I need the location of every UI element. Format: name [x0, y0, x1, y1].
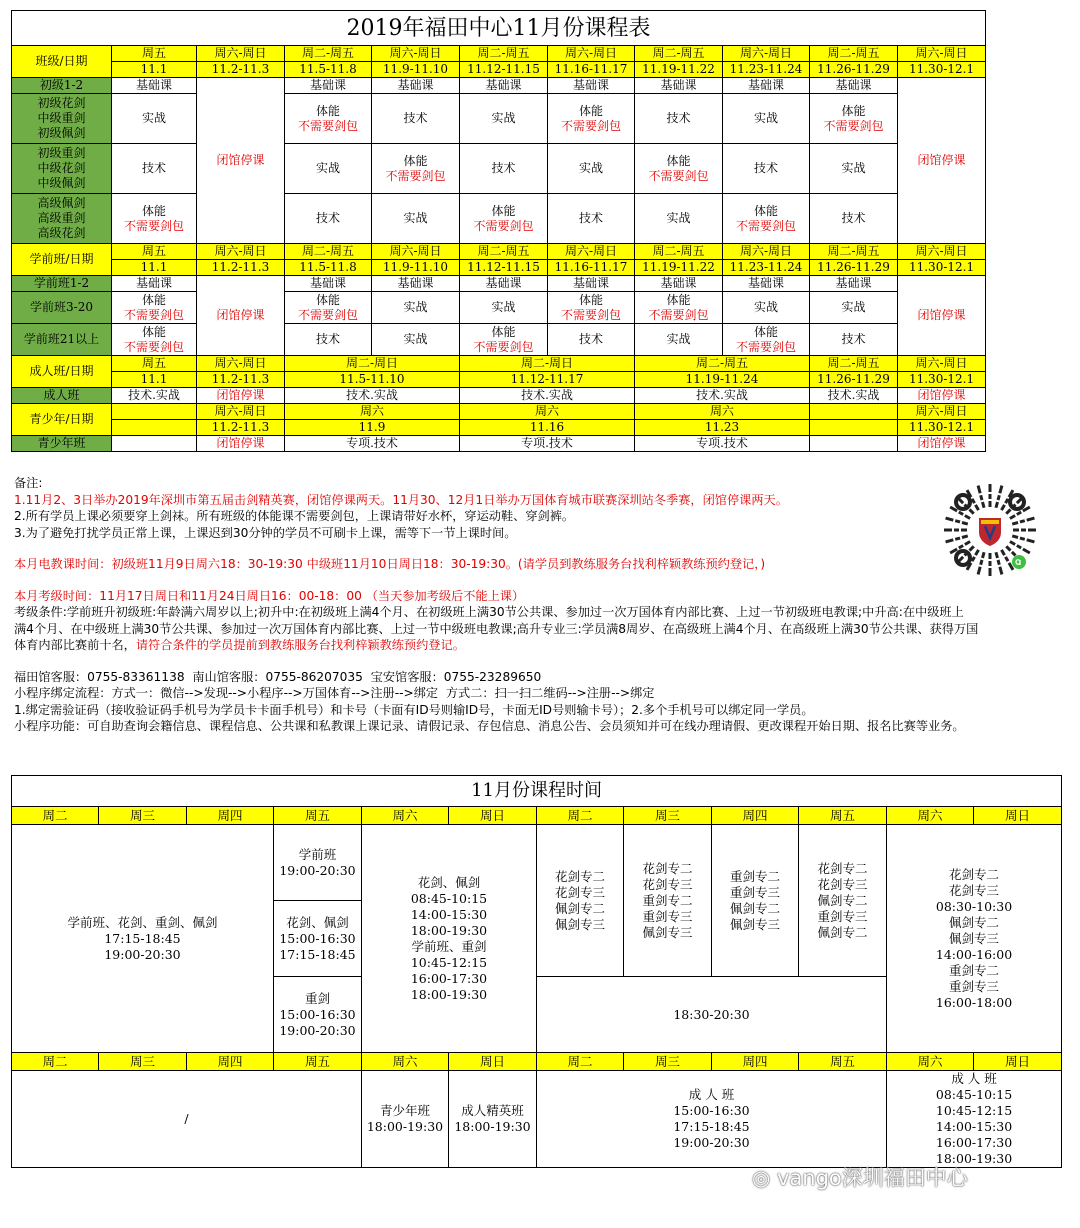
tech-cell: 技术: [723, 144, 810, 194]
fitness-label: 体能: [753, 203, 778, 218]
date-cell: 11.23-11.24: [723, 260, 810, 276]
tech-cell: 技术: [285, 194, 372, 244]
basic-course: 基础课: [460, 78, 548, 94]
adult-course: 技术.实战: [112, 388, 197, 404]
youth-course: 专项.技术: [460, 436, 635, 452]
empty-cell: [112, 404, 197, 420]
week-cell: 周二-周日: [460, 356, 635, 372]
day-header: 周六: [362, 1053, 449, 1071]
adult-course: 技术.实战: [635, 388, 810, 404]
basic-course: 基础课: [810, 78, 898, 94]
date-cell: 11.9-11.10: [372, 260, 460, 276]
week-cell: 周六-周日: [372, 244, 460, 260]
date-cell: 11.19-11.22: [635, 260, 723, 276]
date-cell: 11.30-12.1: [898, 420, 986, 436]
date-cell: 11.16: [460, 420, 635, 436]
tech-cell: 技术: [548, 194, 635, 244]
mini-program-code-icon[interactable]: [935, 482, 1045, 578]
fitness-label: 体能: [491, 203, 516, 218]
date-cell: 11.9-11.10: [372, 62, 460, 78]
adult-course: 技术.实战: [810, 388, 898, 404]
basic-course: 基础课: [548, 78, 635, 94]
combat-cell: 实战: [723, 292, 810, 324]
week-cell: 周六-周日: [723, 46, 810, 62]
week-cell: 周二-周五: [460, 244, 548, 260]
no-bag-label: 不需要剑包: [473, 218, 534, 233]
tech-cell: 技术: [460, 144, 548, 194]
date-cell: 11.16-11.17: [548, 260, 635, 276]
week-cell: 周六-周日: [898, 244, 986, 260]
combat-cell: 实战: [112, 94, 197, 144]
fitness-label: 体能: [141, 324, 166, 339]
note-3: 3.为了避免打扰学员正常上课，上课迟到30分钟的学员不可刷卡上课，需等下一节上课时间。: [14, 525, 517, 540]
week-cell: 周二-周五: [810, 46, 898, 62]
date-cell: 11.19-11.24: [635, 372, 810, 388]
fitness-label: 体能: [141, 203, 166, 218]
fitness-cell: [548, 292, 635, 324]
day-header: 周二: [537, 807, 624, 825]
row-label: 学前班21以上: [12, 324, 112, 356]
day-header: 周三: [99, 807, 187, 825]
no-bag-label: 不需要剑包: [123, 339, 184, 354]
fitness-cell: [112, 324, 197, 356]
date-cell: 11.30-12.1: [898, 372, 986, 388]
empty-cell: [112, 436, 197, 452]
date-cell: 11.26-11.29: [810, 260, 898, 276]
note-1: 1.11月2、3日举办2019年深圳市第五届击剑精英赛，闭馆停课两天。11月30、12月1日举办万国体育城市联赛深圳站冬季赛，闭馆停课两天。: [14, 492, 788, 507]
closed-cell: 闭馆停课: [898, 388, 986, 404]
fitness-cell: [460, 324, 548, 356]
day-header: 周六: [887, 1053, 974, 1071]
day-header: 周三: [99, 1053, 187, 1071]
fitness-label: 体能: [841, 103, 866, 118]
combat-cell: 实战: [460, 94, 548, 144]
combat-cell: 实战: [723, 94, 810, 144]
fitness-label: 体能: [403, 153, 428, 168]
no-bag-label: 不需要剑包: [648, 168, 709, 183]
day-header: 周三: [624, 1053, 712, 1071]
closed-cell: 闭馆停课: [197, 78, 285, 244]
adult-weekend-time: 成 人 班 08:45-10:15 10:45-12:15 14:00-15:30 16:00-17:30 18:00-19:30: [887, 1071, 1062, 1168]
monthly-schedule-table: [11, 10, 986, 452]
fitness-cell: [112, 194, 197, 244]
basic-course: 基础课: [548, 276, 635, 292]
tech-cell: 技术: [635, 94, 723, 144]
week-cell: 周六: [285, 404, 460, 420]
combat-cell: 实战: [810, 292, 898, 324]
youth-class-time: 青少年班 18:00-19:30: [362, 1071, 449, 1168]
day-header: 周日: [974, 1053, 1062, 1071]
date-cell: 11.30-12.1: [898, 260, 986, 276]
combat-cell: 实战: [460, 292, 548, 324]
day-header: 周五: [274, 1053, 362, 1071]
no-bag-label: 不需要剑包: [560, 118, 621, 133]
combat-cell: 实战: [372, 324, 460, 356]
empty-cell: [810, 404, 898, 420]
class-date-label: 班级/日期: [12, 46, 112, 78]
weekend-classes: 花剑、佩剑 08:45-10:15 14:00-15:30 18:00-19:30 学前班、重剑 10:45-12:15 16:00-17:30 18:00-19:30: [362, 825, 537, 1053]
date-cell: 11.26-11.29: [810, 372, 898, 388]
combat-cell: 实战: [635, 194, 723, 244]
e-class-note: 本月电教课时间：初级班11月9日周六18：30-19:30 中级班11月10日周日18：30-19:30。(请学员到教练服务台找利梓颖教练预约登记，): [14, 557, 766, 571]
fitness-label: 体能: [578, 292, 603, 307]
row-label: 初级1-2: [12, 78, 112, 94]
week-cell: 周五: [112, 46, 197, 62]
exam-condition-3b: 请符合条件的学员提前到教练服务台找利梓颖教练预约登记。: [135, 638, 465, 652]
closed-cell: 闭馆停课: [197, 388, 285, 404]
no-bag-label: 不需要剑包: [385, 168, 446, 183]
tech-cell: 技术: [810, 324, 898, 356]
basic-course: 基础课: [285, 276, 372, 292]
weekday-general-classes: 学前班、花剑、重剑、佩剑 17:15-18:45 19:00-20:30: [12, 825, 274, 1053]
youth-course: 专项.技术: [635, 436, 810, 452]
day-header: 周五: [799, 1053, 887, 1071]
fitness-label: 体能: [315, 292, 340, 307]
combat-cell: 实战: [285, 144, 372, 194]
basic-course: 基础课: [723, 276, 810, 292]
youth-date-label: 青少年/日期: [12, 404, 112, 436]
day-header: 周二: [12, 807, 99, 825]
week-cell: 周六: [460, 404, 635, 420]
week-cell: 周二-周五: [285, 46, 372, 62]
day-header: 周四: [187, 807, 274, 825]
week-cell: 周二-周五: [810, 356, 898, 372]
day-header: 周五: [799, 807, 887, 825]
week-cell: 周二-周五: [285, 244, 372, 260]
combat-cell: 实战: [810, 144, 898, 194]
date-cell: 11.2-11.3: [197, 420, 285, 436]
no-bag-label: 不需要剑包: [123, 307, 184, 322]
fitness-label: 体能: [315, 103, 340, 118]
wechat-icon: ◎: [752, 1166, 777, 1190]
adult-course: 技术.实战: [285, 388, 460, 404]
date-cell: 11.2-11.3: [197, 62, 285, 78]
exam-note: 本月考级时间：11月17日周日和11月24日周日16：00-18：00 （当天参加考级后不能上课）: [14, 588, 525, 603]
fitness-cell: [372, 144, 460, 194]
day-header: 周五: [274, 807, 362, 825]
combat-cell: 实战: [635, 324, 723, 356]
date-cell: 11.26-11.29: [810, 62, 898, 78]
tech-cell: 技术: [112, 144, 197, 194]
week-cell: 周二-周五: [635, 244, 723, 260]
adult-class-time: 成 人 班 15:00-16:30 17:15-18:45 19:00-20:30: [537, 1071, 887, 1168]
miniapp-functions: 小程序功能：可自助查询会籍信息、课程信息、公共课和私教课上课记录、请假记录、存包信息、消息公告、会员须知并可在线办理请假、更改课程开始日期、报名比赛等业务。: [14, 719, 965, 733]
date-cell: 11.23: [635, 420, 810, 436]
closed-cell: 闭馆停课: [197, 436, 285, 452]
course-time-table: [11, 775, 1062, 1168]
friday-epee: 重剑 15:00-16:30 19:00-20:30: [274, 977, 362, 1053]
fitness-cell: [285, 94, 372, 144]
row-label: 学前班1-2: [12, 276, 112, 292]
week-cell: 周六: [635, 404, 810, 420]
row-label: 初级花剑 中级重剑 初级佩剑: [12, 94, 112, 144]
date-cell: 11.1: [112, 260, 197, 276]
pro-wed: 花剑专二 花剑专三 重剑专二 重剑专三 佩剑专三: [624, 825, 712, 977]
miniapp-bind-flow: 小程序绑定流程：方式一：微信-->发现-->小程序-->万国体育-->注册-->绑定 方式二：扫一扫二维码-->注册-->绑定: [14, 686, 655, 700]
notes-heading: 备注:: [14, 476, 43, 490]
basic-course: 基础课: [372, 276, 460, 292]
friday-preschool: 学前班 19:00-20:30: [274, 825, 362, 901]
no-bag-label: 不需要剑包: [297, 307, 358, 322]
combat-cell: 实战: [372, 194, 460, 244]
empty-cell: [810, 436, 898, 452]
youth-course: 专项.技术: [285, 436, 460, 452]
fitness-label: 体能: [578, 103, 603, 118]
closed-cell: 闭馆停课: [898, 276, 986, 356]
row-label: 高级佩剑 高级重剑 高级花剑: [12, 194, 112, 244]
fitness-cell: [112, 292, 197, 324]
notes-section: [14, 475, 1064, 735]
week-cell: 周二-周五: [635, 356, 810, 372]
date-cell: 11.2-11.3: [197, 260, 285, 276]
day-header: 周二: [537, 1053, 624, 1071]
week-cell: 周六-周日: [898, 356, 986, 372]
basic-course: 基础课: [372, 78, 460, 94]
combat-cell: 实战: [372, 292, 460, 324]
day-header: 周三: [624, 807, 712, 825]
schedule-title: 2019年福田中心11月份课程表: [12, 11, 986, 46]
exam-condition-1: 考级条件:学前班升初级班:年龄满六周岁以上;初升中:在初级班上满4个月、在初级班上满30节公共课、参加过一次万国体育内部比赛、上过一节初级班电教课;中升高:在中级班上: [14, 605, 964, 619]
day-header: 周六: [887, 807, 974, 825]
pro-fri: 花剑专二 花剑专三 佩剑专二 重剑专三 佩剑专二: [799, 825, 887, 977]
row-label: 初级重剑 中级花剑 中级佩剑: [12, 144, 112, 194]
week-cell: 周二-周日: [285, 356, 460, 372]
basic-course: 基础课: [460, 276, 548, 292]
no-bag-label: 不需要剑包: [123, 218, 184, 233]
day-header: 周二: [12, 1053, 99, 1071]
basic-course: 基础课: [723, 78, 810, 94]
fitness-cell: [635, 144, 723, 194]
tech-cell: 技术: [810, 194, 898, 244]
fitness-label: 体能: [666, 153, 691, 168]
fitness-cell: [723, 194, 810, 244]
week-cell: 周五: [112, 356, 197, 372]
closed-cell: 闭馆停课: [898, 436, 986, 452]
fitness-label: 体能: [141, 292, 166, 307]
day-header: 周六: [362, 807, 449, 825]
date-cell: 11.1: [112, 62, 197, 78]
no-bag-label: 不需要剑包: [560, 307, 621, 322]
week-cell: 周六-周日: [548, 46, 635, 62]
week-cell: 周二-周五: [635, 46, 723, 62]
fitness-label: 体能: [666, 292, 691, 307]
fitness-cell: [635, 292, 723, 324]
week-cell: 周六-周日: [723, 244, 810, 260]
week-cell: 周六-周日: [898, 404, 986, 420]
combat-cell: 实战: [548, 144, 635, 194]
day-header: 周日: [449, 1053, 537, 1071]
note-2: 2.所有学员上课必须要穿上剑袜。所有班级的体能课不需要剑包，上课请带好水杯，穿运动鞋、穿剑裤。: [14, 509, 575, 523]
tech-cell: 技术: [372, 94, 460, 144]
time-table-title: 11月份课程时间: [12, 776, 1062, 807]
basic-course: 基础课: [810, 276, 898, 292]
miniapp-bind-note: 1.绑定需验证码（接收验证码手机号为学员卡卡面手机号）和卡号（卡面有ID号则输ID号，卡面无ID号则输卡号）；2.多个手机号可以绑定同一学员。: [14, 702, 814, 717]
exam-condition-2: 满4个月、在中级班上满30节公共课、参加过一次万国体育内部比赛、上过一节中级班电教课;高升专业三:学员满8周岁、在高级班上满4个月、在高级班上满30节公共课、获得万国: [14, 621, 979, 636]
basic-course: 基础课: [635, 78, 723, 94]
friday-foil-sabre: 花剑、佩剑 15:00-16:30 17:15-18:45: [274, 901, 362, 977]
fitness-cell: [548, 94, 635, 144]
no-bag-label: 不需要剑包: [297, 118, 358, 133]
row-label: 学前班3-20: [12, 292, 112, 324]
basic-course: 基础课: [112, 276, 197, 292]
pro-evening-time: 18:30-20:30: [537, 977, 887, 1053]
week-cell: 周六-周日: [197, 244, 285, 260]
tech-cell: 技术: [548, 324, 635, 356]
adult-date-label: 成人班/日期: [12, 356, 112, 388]
fitness-label: 体能: [753, 324, 778, 339]
row-label: 成人班: [12, 388, 112, 404]
watermark-text: vango深圳福田中心: [777, 1166, 968, 1190]
empty-cell: [810, 420, 898, 436]
date-cell: 11.12-11.15: [460, 260, 548, 276]
tech-cell: 技术: [285, 324, 372, 356]
week-cell: 周六-周日: [197, 356, 285, 372]
date-cell: 11.12-11.17: [460, 372, 635, 388]
closed-cell: 闭馆停课: [197, 276, 285, 356]
pro-thu: 重剑专二 重剑专三 佩剑专二 佩剑专三: [712, 825, 799, 977]
no-bag-label: 不需要剑包: [735, 339, 796, 354]
date-cell: 11.2-11.3: [197, 372, 285, 388]
week-cell: 周六-周日: [372, 46, 460, 62]
empty-cell: [112, 420, 197, 436]
pro-tue: 花剑专二 花剑专三 佩剑专二 佩剑专三: [537, 825, 624, 977]
no-bag-label: 不需要剑包: [473, 339, 534, 354]
closed-cell: 闭馆停课: [898, 78, 986, 244]
date-cell: 11.5-11.8: [285, 62, 372, 78]
fitness-cell: [723, 324, 810, 356]
basic-course: 基础课: [112, 78, 197, 94]
day-header: 周日: [974, 807, 1062, 825]
no-bag-label: 不需要剑包: [823, 118, 884, 133]
no-bag-label: 不需要剑包: [735, 218, 796, 233]
date-cell: 11.12-11.15: [460, 62, 548, 78]
fitness-cell: [285, 292, 372, 324]
date-cell: 11.16-11.17: [548, 62, 635, 78]
adult-elite-class-time: 成人精英班 18:00-19:30: [449, 1071, 537, 1168]
pro-weekend: 花剑专二 花剑专三 08:30-10:30 佩剑专二 佩剑专三 14:00-16:00 重剑专二 重剑专三 16:00-18:00: [887, 825, 1062, 1053]
fitness-label: 体能: [491, 324, 516, 339]
date-cell: 11.5-11.8: [285, 260, 372, 276]
week-cell: 周六-周日: [548, 244, 635, 260]
adult-course: 技术.实战: [460, 388, 635, 404]
exam-condition-3a: 体育内部比赛前十名，: [14, 638, 136, 652]
date-cell: 11.30-12.1: [898, 62, 986, 78]
date-cell: 11.19-11.22: [635, 62, 723, 78]
basic-course: 基础课: [635, 276, 723, 292]
pre-date-label: 学前班/日期: [12, 244, 112, 276]
day-header: 周四: [712, 1053, 799, 1071]
date-cell: 11.9: [285, 420, 460, 436]
day-header: 周四: [712, 807, 799, 825]
day-header: 周日: [449, 807, 537, 825]
week-cell: 周六-周日: [898, 46, 986, 62]
date-cell: 11.23-11.24: [723, 62, 810, 78]
week-cell: 周六-周日: [197, 404, 285, 420]
exam-condition-3: [14, 637, 1064, 654]
date-cell: 11.5-11.10: [285, 372, 460, 388]
fitness-cell: [460, 194, 548, 244]
week-cell: 周五: [112, 244, 197, 260]
no-bag-label: 不需要剑包: [648, 307, 709, 322]
day-header: 周四: [187, 1053, 274, 1071]
fitness-cell: [810, 94, 898, 144]
week-cell: 周二-周五: [460, 46, 548, 62]
basic-course: 基础课: [285, 78, 372, 94]
slash-cell: /: [12, 1071, 362, 1168]
row-label: 青少年班: [12, 436, 112, 452]
service-phones: 福田馆客服：0755-83361138 南山馆客服：0755-86207035 宝安馆客服：0755-23289650: [14, 669, 542, 684]
date-cell: 11.1: [112, 372, 197, 388]
week-cell: 周二-周五: [810, 244, 898, 260]
week-cell: 周六-周日: [197, 46, 285, 62]
watermark: [752, 1162, 968, 1192]
